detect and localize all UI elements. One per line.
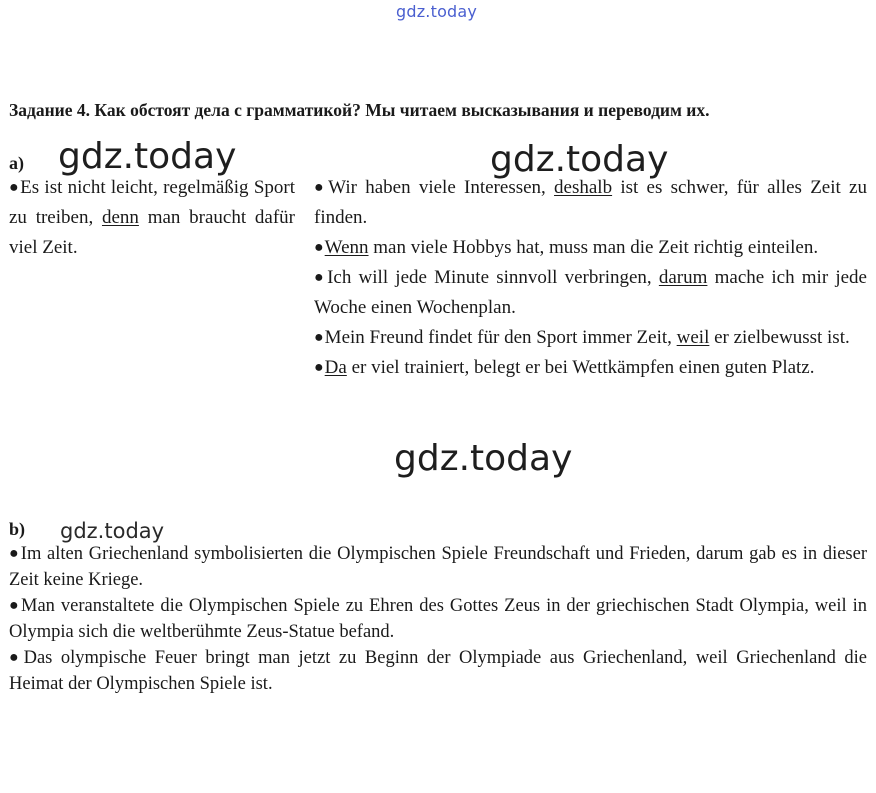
sentence-item: ●Das olympische Feuer bringt man jetzt zu Beginn der Olympiade aus Griechenland, weil Griechenland die Heimat der Olympischen Spiele ist. <box>9 648 867 694</box>
sentence-item: ●Im alten Griechenland symbolisierten die Olympischen Spiele Freundschaft und Frieden, darum gab es in dieser Zeit keine Kriege. <box>9 544 867 590</box>
bullet-icon: ● <box>9 545 20 562</box>
sentence-item: ●Wenn man viele Hobbys hat, muss man die Zeit richtig einteilen. <box>314 237 819 258</box>
bullet-icon: ● <box>314 239 324 256</box>
watermark: gdz.today <box>58 136 237 177</box>
watermark: gdz.today <box>490 139 669 180</box>
sentence-item: ●Da er viel trainiert, belegt er bei Wettkämpfen einen guten Platz. <box>314 357 815 378</box>
bullet-icon: ● <box>314 359 324 376</box>
bullet-icon: ● <box>314 179 328 196</box>
section-a-left-column <box>9 173 295 263</box>
sentence-item: ●Man veranstaltete die Olympischen Spiele zu Ehren des Gottes Zeus in der griechischen Stadt Olympia, weil in Olympia sich die weltberühmte Zeus-Statue befand. <box>9 596 867 642</box>
bullet-icon: ● <box>9 597 21 614</box>
conjunction: Wenn <box>324 237 369 258</box>
sentence-item: ●Es ist nicht leicht, regelmäßig Sport zu treiben, denn man braucht dafür viel Zeit. <box>9 177 295 258</box>
bullet-icon: ● <box>9 649 23 666</box>
section-b-list <box>9 541 867 697</box>
section-a-label: a) <box>9 153 24 173</box>
task-title: Задание 4. Как обстоят дела с грамматикой? Мы читаем высказывания и переводим их. <box>9 100 710 120</box>
conjunction: deshalb <box>554 177 613 198</box>
watermark-top: gdz.today <box>396 2 478 21</box>
watermark: gdz.today <box>394 438 573 479</box>
conjunction: weil <box>676 327 710 348</box>
conjunction: darum <box>658 267 708 288</box>
bullet-icon: ● <box>9 179 20 196</box>
section-a-right-column <box>314 173 867 383</box>
section-b-label: b) <box>9 519 26 539</box>
watermark: gdz.today <box>60 519 165 543</box>
sentence-item: ●Mein Freund findet für den Sport immer Zeit, weil er zielbewusst ist. <box>314 327 850 348</box>
bullet-icon: ● <box>314 329 324 346</box>
conjunction: Da <box>324 357 347 378</box>
sentence-item: ●Wir haben viele Interessen, deshalb ist es schwer, für alles Zeit zu finden. <box>314 177 867 228</box>
bullet-icon: ● <box>314 269 327 286</box>
sentence-item: ●Ich will jede Minute sinnvoll verbringen, darum mache ich mir jede Woche einen Wochenplan. <box>314 267 867 318</box>
conjunction: denn <box>101 207 139 228</box>
